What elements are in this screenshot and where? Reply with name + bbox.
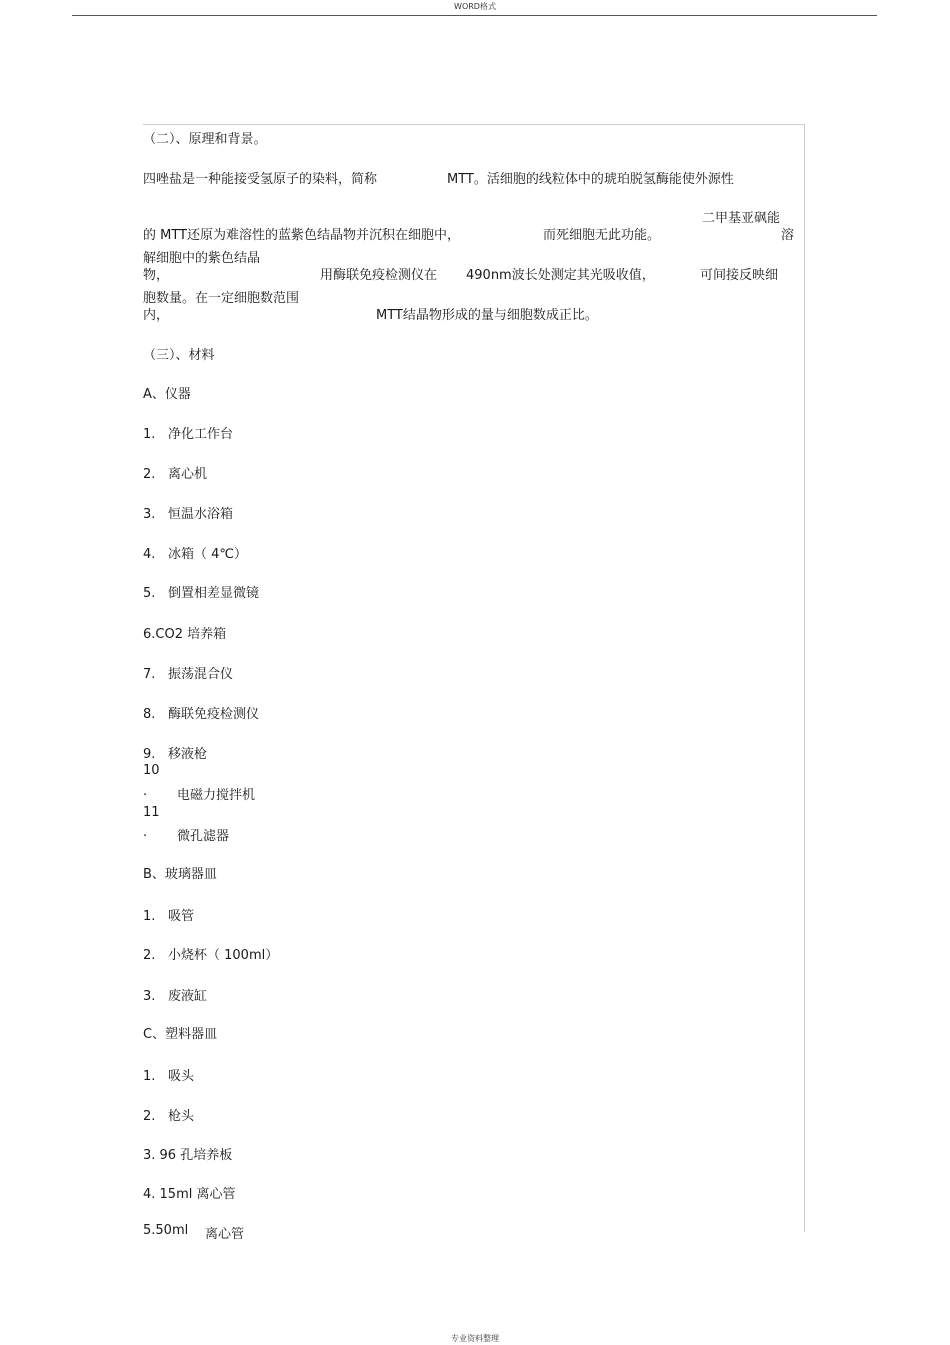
list-item (143, 663, 233, 682)
paragraph-line4-b: 内， (143, 308, 170, 323)
list-item-text: 离心管 (205, 1227, 245, 1242)
list-item-number: 1. (143, 1069, 156, 1084)
list-item-text: 离心机 (168, 467, 208, 482)
list-item (143, 1144, 232, 1163)
list-item (143, 703, 259, 722)
list-item (143, 985, 207, 1004)
paragraph-line2-c: 而死细胞无此功能。 (543, 228, 661, 243)
paragraph-line4-a: 胞数量。在一定细胞数范围 (143, 291, 300, 306)
paragraph-line1-a: 四唑盐是一种能接受氢原子的染料，简称 (143, 172, 378, 187)
list-item-dot: . (143, 825, 148, 840)
list-item-text: 恒温水浴箱 (168, 507, 234, 522)
list-item-text: 酶联免疫检测仪 (168, 707, 260, 722)
group-a-title: A、仪器 (143, 387, 191, 402)
section3-title: （三）、材料 (143, 348, 215, 363)
list-item-number: 2. (143, 467, 156, 482)
paragraph-line3-e: 可间接反映细 (700, 268, 779, 283)
list-item-text: 振荡混合仪 (168, 667, 234, 682)
paragraph-line3-a: 解细胞中的紫色结晶 (143, 251, 261, 266)
list-item (143, 743, 207, 762)
list-item-text: 冰箱（ 4℃） (168, 547, 248, 562)
paragraph-line3-c: 用酶联免疫检测仪在 (320, 268, 438, 283)
frame-right-border (804, 124, 805, 1232)
list-item-number: 10 (143, 763, 160, 778)
frame-top-border (143, 124, 805, 125)
list-item-number: 4. (143, 547, 156, 562)
paragraph-line3-d: 490nm波长处测定其光吸收值， (466, 268, 655, 283)
list-item-text: 废液缸 (168, 989, 208, 1004)
list-item (143, 582, 259, 601)
group-c-title: C、塑料器皿 (143, 1027, 218, 1042)
list-item-number: 1. (143, 909, 156, 924)
paragraph-line1-b: MTT。活细胞的线粒体中的琥珀脱氢酶能使外源性 (447, 172, 734, 187)
list-item-text: 小烧杯（ 100ml） (168, 948, 279, 963)
list-item (143, 1065, 194, 1084)
list-item-text: 微孔滤器 (177, 829, 230, 844)
list-item-text: 倒置相差显微镜 (168, 586, 260, 601)
list-item (143, 1105, 194, 1124)
section2-title: （二）、原理和背景。 (143, 132, 267, 147)
list-item (143, 905, 194, 924)
paragraph-line2-b: 的 MTT还原为难溶性的蓝紫色结晶物并沉积在细胞中， (143, 228, 461, 243)
list-item-number: 2. (143, 1109, 156, 1124)
page-header: WORD格式 (454, 2, 496, 11)
list-item (143, 623, 226, 642)
list-item-number: 1. (143, 427, 156, 442)
list-item (143, 463, 207, 482)
list-item (143, 944, 278, 963)
list-item-text: 4. 15ml 离心管 (143, 1187, 236, 1202)
list-item-number: 5. (143, 586, 156, 601)
list-item-text: 3. 96 孔培养板 (143, 1148, 233, 1163)
list-item (143, 1223, 188, 1238)
list-item-text: 净化工作台 (168, 427, 234, 442)
paragraph-line4-c: MTT结晶物形成的量与细胞数成正比。 (376, 308, 598, 323)
list-item-text: 移液枪 (168, 747, 208, 762)
paragraph-line3-b: 物， (143, 268, 170, 283)
list-item-number: 2. (143, 948, 156, 963)
list-item-text: 枪头 (168, 1109, 195, 1124)
list-item (143, 423, 233, 442)
list-item (143, 1183, 236, 1202)
list-item (143, 543, 247, 562)
list-item-number: 7. (143, 667, 156, 682)
list-item-number: 8. (143, 707, 156, 722)
list-item-dot: . (143, 784, 148, 799)
list-item-number: 3. (143, 989, 156, 1004)
list-item-text: 吸管 (168, 909, 195, 924)
header-rule (72, 15, 877, 16)
list-item-number: 3. (143, 507, 156, 522)
paragraph-line2-d: 溶 (781, 228, 795, 243)
list-item-number: 11 (143, 805, 160, 820)
list-item-text: 6.CO2 培养箱 (143, 627, 227, 642)
list-item-text: 电磁力搅拌机 (177, 788, 256, 803)
page-footer: 专业资料整理 (451, 1334, 499, 1343)
paragraph-line2-a: 二甲基亚砜能 (702, 211, 781, 226)
list-item (143, 503, 233, 522)
list-item-number: 9. (143, 747, 156, 762)
list-item-text: 吸头 (168, 1069, 195, 1084)
list-item-number: 5.50ml (143, 1223, 189, 1238)
group-b-title: B、玻璃器皿 (143, 867, 217, 882)
